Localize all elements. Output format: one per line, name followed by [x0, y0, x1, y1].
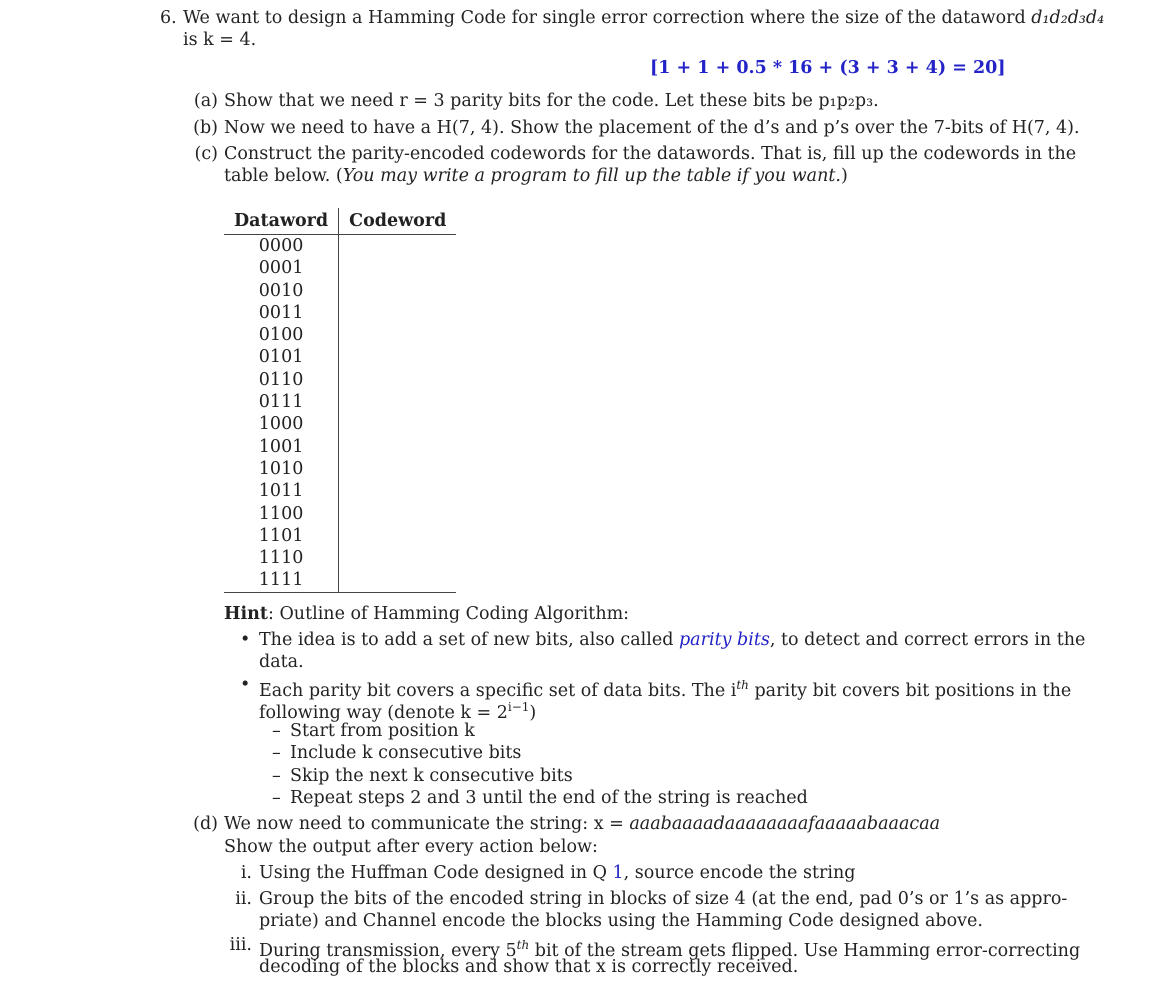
part-b-text: Now we need to have a H(7, 4). Show the placement of the d’s and p’s over the 7-bits of H(7, 4).	[224, 118, 1080, 138]
bullet-dot: •	[240, 675, 251, 695]
hint-bullet2-line2: following way (denote $k = 2^{i-1}$)	[259, 700, 537, 723]
dataword-cell: 1100	[224, 503, 339, 525]
question-number: 6.	[160, 8, 177, 28]
dataword-cell: 0001	[224, 257, 339, 279]
table-row	[224, 346, 456, 368]
marks-breakdown: [1 + 1 + 0.5 * 16 + (3 + 3 + 4) = 20]	[650, 58, 1006, 78]
dataword-cell: 0011	[224, 302, 339, 324]
part-c-text-line1: Construct the parity-encoded codewords for the datawords. That is, fill up the codewords in the	[224, 144, 1077, 164]
header-codeword: Codeword	[349, 211, 447, 231]
dataword-cell: 1010	[224, 458, 339, 480]
codeword-cell	[339, 413, 457, 435]
item-i-label: i.	[240, 863, 252, 883]
bullet-dot: •	[240, 630, 251, 650]
dataword-cell: 1101	[224, 525, 339, 547]
table-row	[224, 525, 456, 547]
hint-step: Include k consecutive bits	[290, 743, 522, 763]
item-iii-label: iii.	[229, 935, 252, 955]
question-reference-link[interactable]: 1	[612, 863, 624, 883]
header-dataword: Dataword	[224, 208, 339, 235]
codeword-cell	[339, 257, 457, 279]
dataword-cell: 1011	[224, 480, 339, 502]
hint-title: Hint: Outline of Hamming Coding Algorithm:	[224, 604, 630, 624]
codeword-cell	[339, 458, 457, 480]
dataword-cell: 0111	[224, 391, 339, 413]
table-row	[224, 235, 456, 258]
table-row	[224, 436, 456, 458]
item-ii-line2: priate) and Channel encode the blocks using the Hamming Code designed above.	[259, 911, 983, 931]
table-row	[224, 324, 456, 346]
question-intro-line2: is k = 4.	[183, 30, 257, 50]
hint-bullet2-line1: Each parity bit covers a specific set of data bits. The $i^{th}$ parity bit covers bit positions in the	[259, 678, 1072, 701]
part-b-label: (b)	[193, 118, 218, 138]
table-row	[224, 413, 456, 435]
dataword-cell: 1111	[224, 569, 339, 592]
table-row	[224, 257, 456, 279]
table-row	[224, 391, 456, 413]
part-c-label: (c)	[194, 144, 218, 164]
codeword-cell	[339, 324, 457, 346]
codeword-cell	[339, 346, 457, 368]
dash: –	[272, 743, 281, 763]
codeword-cell	[339, 280, 457, 302]
part-d-line1: We now need to communicate the string: x = aaabaaaadaaaaaaaafaaaaabaaacaa	[224, 814, 941, 834]
item-ii-line1: Group the bits of the encoded string in blocks of size 4 (at the end, pad 0’s or 1’s as appro-	[259, 889, 1068, 909]
table-row	[224, 569, 456, 592]
dash: –	[272, 721, 281, 741]
table-row	[224, 458, 456, 480]
dash: –	[272, 766, 281, 786]
codeword-cell	[339, 569, 457, 592]
codeword-cell	[339, 525, 457, 547]
codeword-cell	[339, 391, 457, 413]
dataword-cell: 0110	[224, 369, 339, 391]
table-row	[224, 369, 456, 391]
hint-step: Repeat steps 2 and 3 until the end of the string is reached	[290, 788, 808, 808]
dataword-cell: 0101	[224, 346, 339, 368]
dash: –	[272, 788, 281, 808]
codeword-cell	[339, 369, 457, 391]
item-ii-label: ii.	[235, 889, 252, 909]
table-row	[224, 547, 456, 569]
part-c-text-line2: table below. (You may write a program to fill up the table if you want.)	[224, 166, 848, 186]
table-row	[224, 480, 456, 502]
codeword-cell	[339, 436, 457, 458]
codeword-cell	[339, 302, 457, 324]
hint-bullet1-line2: data.	[259, 652, 304, 672]
table-row	[224, 503, 456, 525]
table-row	[224, 280, 456, 302]
codeword-cell	[339, 235, 457, 258]
part-d-label: (d)	[193, 814, 218, 834]
part-d-line2: Show the output after every action below:	[224, 837, 598, 857]
table-row	[224, 302, 456, 324]
item-i-text: Using the Huffman Code designed in Q 1, source encode the string	[259, 863, 856, 883]
dataword-cell: 1001	[224, 436, 339, 458]
part-a-text: Show that we need r = 3 parity bits for the code. Let these bits be p₁p₂p₃.	[224, 91, 879, 111]
codeword-cell	[339, 547, 457, 569]
hint-step: Skip the next k consecutive bits	[290, 766, 573, 786]
hint-bullet1-line1: The idea is to add a set of new bits, also called parity bits, to detect and correct errors in the	[259, 630, 1086, 650]
dataword-cell: 0010	[224, 280, 339, 302]
dataword-cell: 1110	[224, 547, 339, 569]
item-iii-line1: During transmission, every 5th bit of the stream gets flipped. Use Hamming error-correcting	[259, 938, 1081, 961]
codeword-cell	[339, 503, 457, 525]
part-a-label: (a)	[193, 91, 218, 111]
item-iii-line2: decoding of the blocks and show that x is correctly received.	[259, 957, 799, 977]
dataword-cell: 0100	[224, 324, 339, 346]
dataword-cell: 1000	[224, 413, 339, 435]
dataword-codeword-table	[224, 208, 456, 593]
codeword-cell	[339, 480, 457, 502]
hint-step: Start from position k	[290, 721, 475, 741]
question-intro-line1: We want to design a Hamming Code for single error correction where the size of the dataword d₁d₂d₃d₄	[183, 8, 1105, 28]
dataword-cell: 0000	[224, 235, 339, 258]
